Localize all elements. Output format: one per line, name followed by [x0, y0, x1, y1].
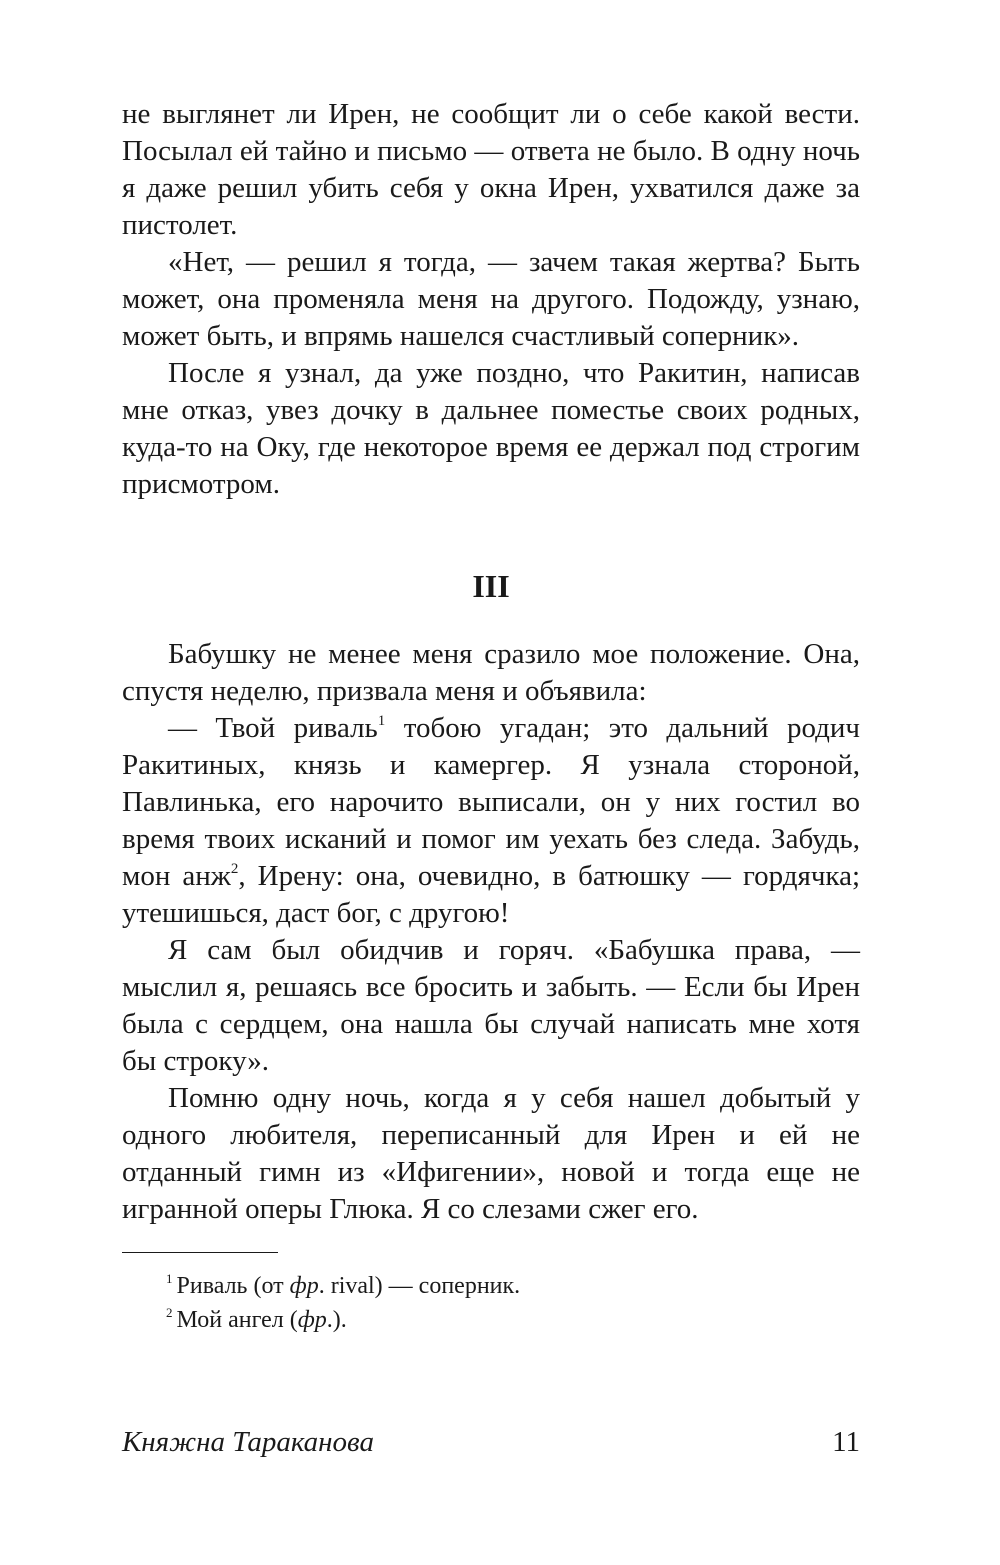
paragraph-5-part-b: тобою угадан; это дальний родич Ракитиных, князь и камергер. Я узнала стороной, Павлинька, его нарочито выписали, он у них гостил во время твоих исканий и помог им уехать без следа. Забудь, мон анж: [122, 712, 860, 892]
footnote-2-text-post: .).: [326, 1307, 347, 1333]
footnote-ref-1: 1: [377, 713, 386, 729]
footnote-2: [122, 1303, 860, 1337]
page-number: 11: [832, 1426, 860, 1458]
chapter-heading: III: [472, 568, 510, 604]
paragraph-7: Помню одну ночь, когда я у себя нашел добытый у одного любителя, переписанный для Ирен и ей не отданный гимн из «Ифигении», новой и тогда еще не игранной оперы Глюка. Я со слезами сжег его.: [122, 1082, 860, 1225]
paragraph-6: Я сам был обидчив и горяч. «Бабушка права, — мыслил я, решаясь все бросить и забыть. — Если бы Ирен была с сердцем, она нашла бы случай написать мне хотя бы строку».: [122, 934, 860, 1077]
footnote-1-text-post: . rival) — соперник.: [318, 1273, 521, 1299]
footnote-2-text-pre: Мой ангел (: [176, 1307, 298, 1333]
running-footer: [122, 1424, 860, 1460]
footnote-1-number: 1: [166, 1271, 173, 1286]
footnote-divider: [122, 1252, 278, 1253]
main-text: [122, 96, 860, 1228]
paragraph-5-part-a: — Твой риваль: [168, 712, 378, 744]
page-body: [122, 96, 860, 1337]
footnote-1-abbr: фр: [289, 1273, 319, 1299]
paragraph-5-part-c: , Ирену: она, очевидно, в батюшку — гордячка; утешишься, даст бог, с другою!: [122, 860, 860, 929]
paragraph-3: После я узнал, да уже поздно, что Ракитин, написав мне отказ, увез дочку в дальнее поместье своих родных, куда-то на Оку, где некоторое время ее держал под строгим присмотром.: [122, 357, 860, 500]
footnote-1: [122, 1269, 860, 1303]
paragraph-5: [122, 710, 860, 932]
paragraph-4: Бабушку не менее меня сразило мое положение. Она, спустя неделю, призвала меня и объявила:: [122, 638, 860, 707]
paragraph-2: «Нет, — решил я тогда, — зачем такая жертва? Быть может, она променяла меня на другого. Подожду, узнаю, может быть, и впрямь нашелся счастливый соперник».: [122, 246, 860, 352]
footnote-ref-2: 2: [230, 861, 239, 877]
book-title: Княжна Тараканова: [122, 1426, 374, 1458]
footnote-2-abbr: фр: [297, 1307, 327, 1333]
paragraph-1: не выглянет ли Ирен, не сообщит ли о себе какой вести. Посылал ей тайно и письмо — ответа не было. В одну ночь я даже решил убить себя у окна Ирен, ухватился даже за пистолет.: [122, 98, 860, 241]
footnote-2-number: 2: [166, 1305, 173, 1320]
footnote-1-text-pre: Риваль (от: [176, 1273, 290, 1299]
